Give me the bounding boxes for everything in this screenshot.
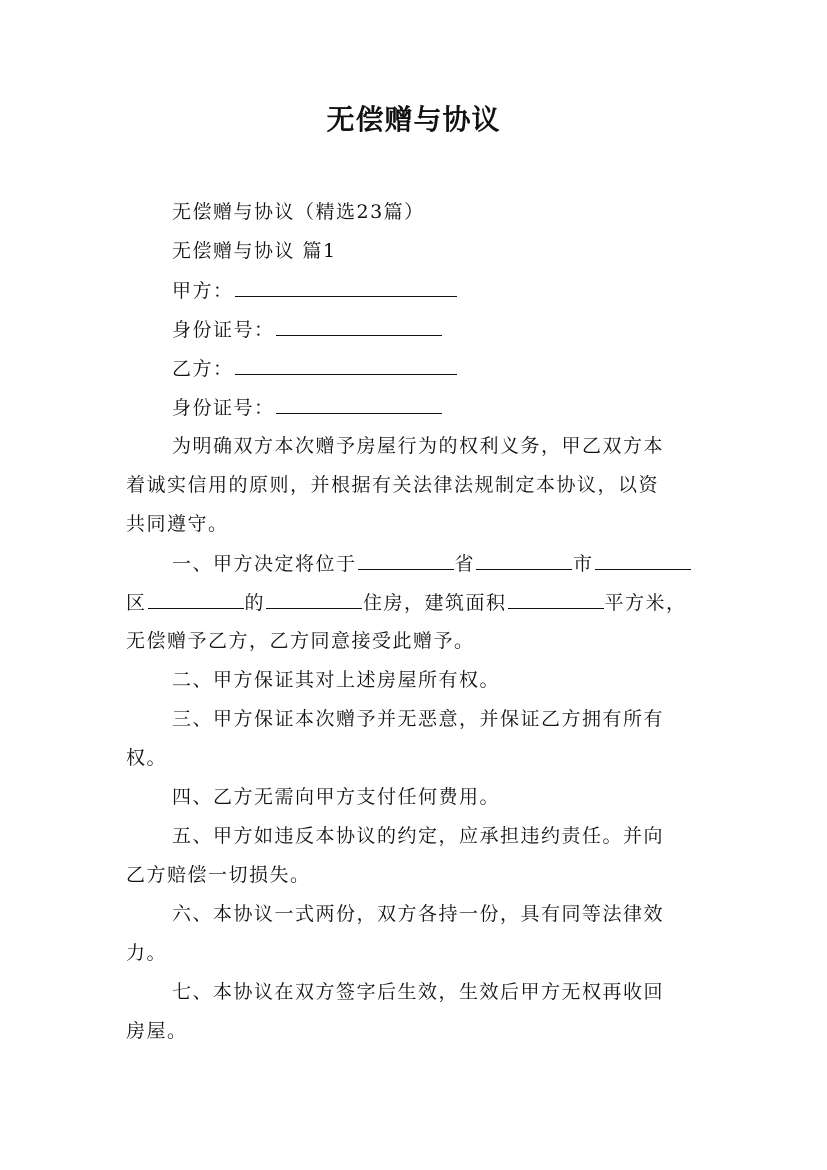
city-blank [476, 551, 572, 570]
intro-line-3: 共同遵守。 [126, 513, 229, 535]
district-name-blank [148, 590, 244, 609]
clause-1-line-3: 无偿赠予乙方，乙方同意接受此赠予。 [126, 630, 475, 652]
party-b-line [172, 356, 458, 381]
clause-7-line-1: 七、本协议在双方签字后生效，生效后甲方无权再收回 [172, 981, 665, 1003]
id-b-blank [276, 395, 442, 414]
party-a-line [172, 278, 458, 303]
clause-1-text-e: 的 [244, 592, 266, 614]
clause-4: 四、乙方无需向甲方支付任何费用。 [172, 786, 501, 808]
clause-3-line-1: 三、甲方保证本次赠予并无恶意，并保证乙方拥有所有 [172, 708, 665, 730]
id-b-line [172, 395, 443, 420]
clause-1-text-g: 平方米， [604, 592, 687, 614]
party-a-label: 甲方： [172, 280, 234, 302]
intro-line-1: 为明确双方本次赠予房屋行为的权利义务，甲乙双方本 [172, 435, 665, 457]
province-blank [358, 551, 454, 570]
id-a-blank [276, 317, 442, 336]
clause-1-text-d: 区 [126, 592, 147, 614]
clause-5-line-1: 五、甲方如违反本协议的约定，应承担违约责任。并向 [172, 825, 665, 847]
party-b-blank [235, 356, 457, 375]
clause-1-text-f: 住房，建筑面积 [363, 592, 507, 614]
party-a-blank [235, 278, 457, 297]
clause-7-line-2: 房屋。 [126, 1020, 188, 1042]
clause-1-text-b: 省 [454, 553, 476, 575]
district-blank [595, 551, 691, 570]
id-b-label: 身份证号： [172, 397, 275, 419]
clause-3-line-2: 权。 [126, 747, 168, 769]
clause-1-text-a: 一、甲方决定将位于 [172, 553, 357, 575]
clause-5-line-2: 乙方赔偿一切损失。 [126, 864, 311, 886]
section-heading: 无偿赠与协议 篇1 [172, 240, 337, 262]
clause-2: 二、甲方保证其对上述房屋所有权。 [172, 669, 501, 691]
id-a-line [172, 317, 443, 342]
area-blank [508, 590, 604, 609]
id-a-label: 身份证号： [172, 319, 275, 341]
clause-6-line-2: 力。 [126, 942, 168, 964]
party-b-label: 乙方： [172, 358, 234, 380]
clause-6-line-1: 六、本协议一式两份，双方各持一份，具有同等法律效 [172, 903, 665, 925]
address-blank [266, 590, 362, 609]
subtitle: 无偿赠与协议（精选23篇） [172, 201, 425, 223]
document-title: 无偿赠与协议 [326, 103, 501, 136]
clause-1-text-c: 市 [573, 553, 594, 575]
intro-line-2: 着诚实信用的原则，并根据有关法律法规制定本协议，以资 [126, 474, 660, 496]
clause-1-line-2 [126, 590, 687, 615]
clause-1-line-1 [172, 551, 692, 576]
